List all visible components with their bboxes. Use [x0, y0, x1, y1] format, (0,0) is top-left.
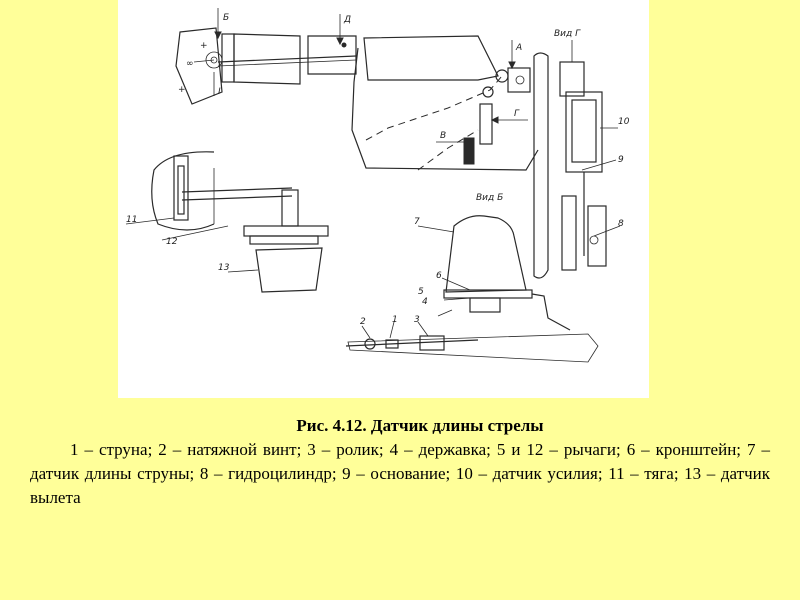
marker-v: В: [440, 131, 447, 141]
view-b-label: Вид Б: [476, 193, 504, 203]
part-8: 8: [618, 219, 624, 229]
part-12: 12: [166, 237, 178, 247]
string-line: [218, 43, 356, 66]
svg-text:∞: ∞: [186, 59, 194, 69]
part-7: 7: [414, 217, 420, 227]
boom-sections: [234, 34, 538, 170]
caption-title: Рис. 4.12. Датчик длины стрелы: [296, 416, 544, 435]
marker-i: I: [218, 87, 221, 97]
lever-assembly: [126, 152, 328, 292]
figure-caption: [30, 414, 770, 510]
marker-b: Б: [223, 13, 230, 23]
part-9: 9: [618, 155, 624, 165]
marker-g: Г: [514, 109, 520, 119]
svg-text:+: +: [178, 85, 186, 95]
part-13: 13: [218, 263, 230, 273]
part-5: 5: [418, 287, 424, 297]
part-11: 11: [126, 215, 138, 225]
part-3: 3: [414, 315, 420, 325]
technical-drawing: [118, 0, 649, 398]
part-10: 10: [618, 117, 630, 127]
caption-legend: 1 – струна; 2 – натяжной винт; 3 – ролик; 4 – державка; 5 и 12 – рычаги; 6 – кронштейн; 7 – датчик длины струны; 8 – гидроцилиндр; 9 – основание; 10 – датчик усилия; 11 – тяга; 13 – датчик вылета: [30, 440, 770, 507]
svg-text:+: +: [200, 41, 208, 51]
part-6: 6: [436, 271, 442, 281]
boom-length-sensor-diagram: [118, 0, 649, 398]
marker-a: А: [516, 43, 523, 53]
part-2: 2: [360, 317, 366, 327]
view-g-label: Вид Г: [554, 29, 581, 39]
roller-unit: [436, 40, 530, 164]
marker-d: Д: [344, 15, 352, 25]
view-b-assembly: [346, 193, 598, 362]
part-1: 1: [392, 315, 398, 325]
part-4: 4: [422, 297, 428, 307]
view-g-assembly: [534, 29, 630, 278]
